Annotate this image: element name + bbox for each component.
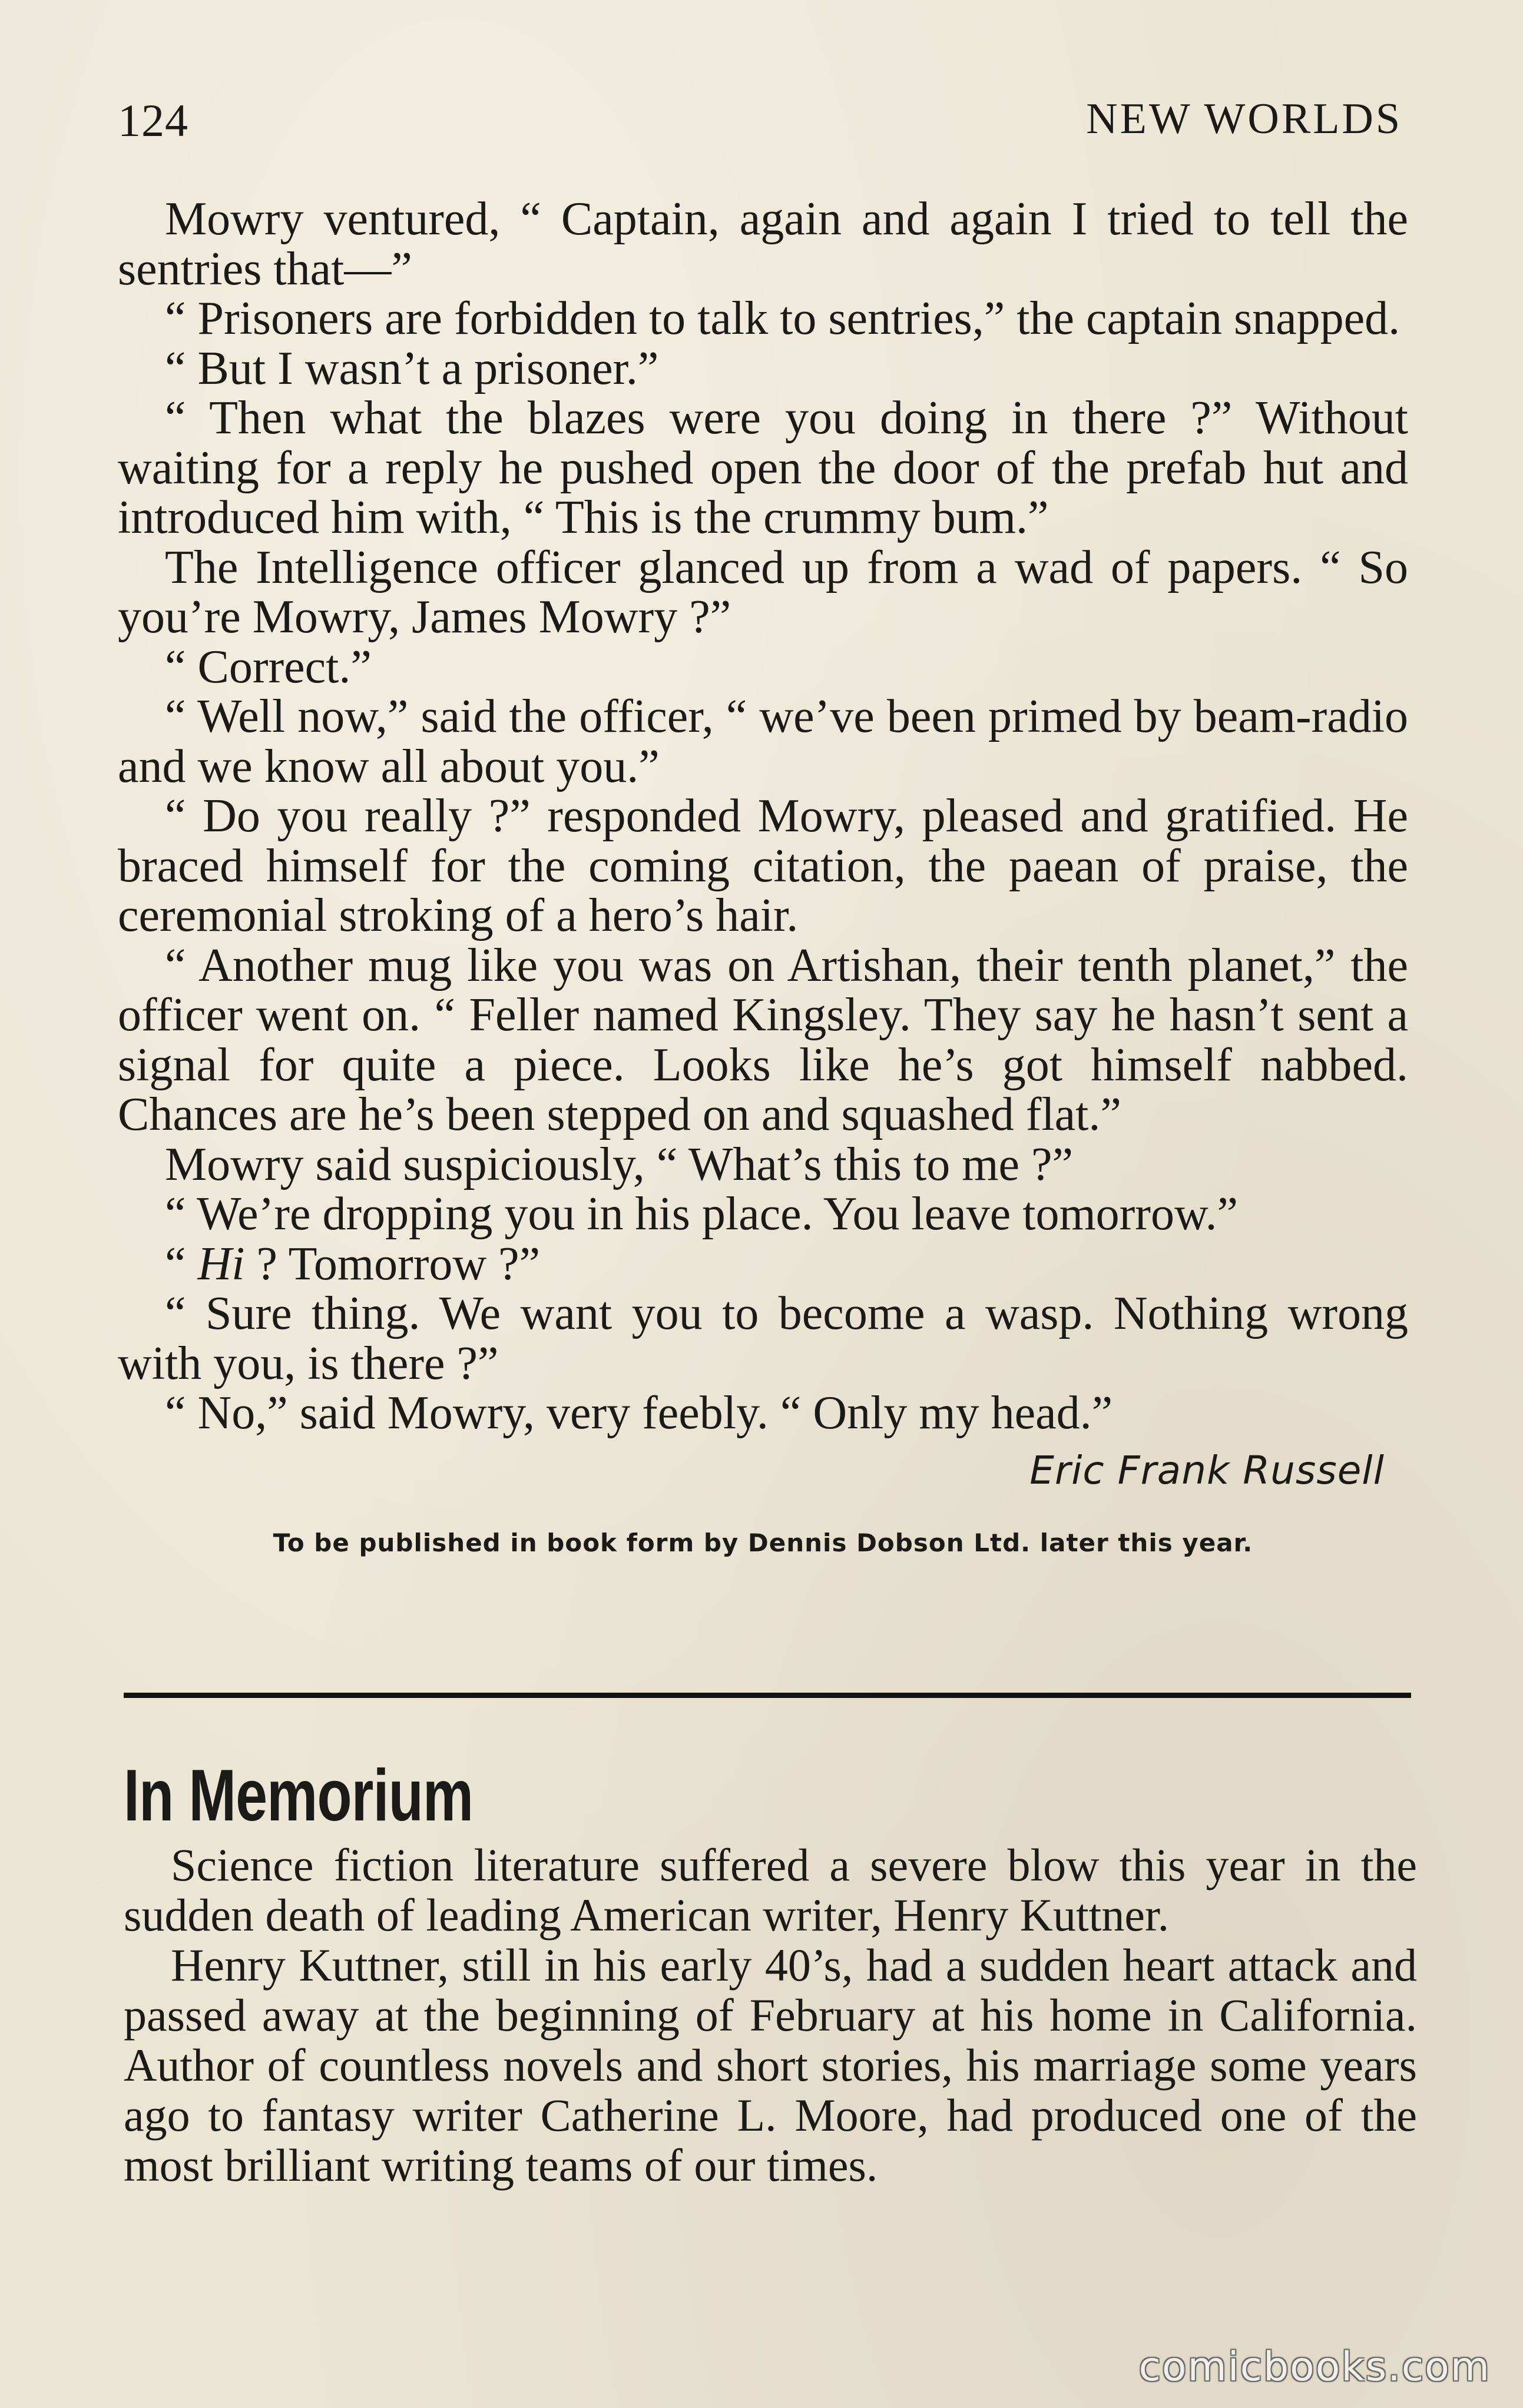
story-paragraph: “ Prisoners are forbidden to talk to sentries,” the captain snapped. [165, 293, 1401, 344]
story-paragraph: “ We’re dropping you in his place. You leave tomorrow.” [165, 1188, 1239, 1240]
story-paragraph: “ Do you really ?” responded Mowry, pleased and gratified. He braced himself for the coming citation, the paean of praise, the ceremonial stroking of a hero’s hair. [118, 790, 1408, 941]
hi-word: Hi [197, 1238, 245, 1290]
author-signature: Eric Frank Russell [1029, 1447, 1385, 1493]
hi-rest: ? Tomorrow ?” [244, 1238, 541, 1290]
publication-note: To be published in book form by Dennis Dobson Ltd. later this year. [273, 1528, 1253, 1557]
memorium-paragraph: Science fiction literature suffered a severe blow this year in the sudden death of leading American writer, Henry Kuttner. [124, 1839, 1417, 1941]
page-number: 124 [118, 95, 188, 146]
page-header [118, 94, 1402, 159]
story-paragraph: “ Then what the blazes were you doing in there ?” Without waiting for a reply he pushed open the door of the prefab hut and introduced him with, “ This is the crummy bum.” [118, 392, 1408, 543]
story-paragraph-hi [118, 1239, 1408, 1289]
story-paragraph: Mowry ventured, “ Captain, again and again I tried to tell the sentries that—” [118, 193, 1408, 295]
in-memorium-section [124, 1757, 1417, 2190]
story-text [118, 194, 1408, 1557]
running-head: NEW WORLDS [1086, 95, 1402, 143]
story-paragraph: “ Sure thing. We want you to become a wasp. Nothing wrong with you, is there ?” [118, 1288, 1408, 1389]
story-paragraph: “ Correct.” [165, 641, 372, 693]
section-title: In Memorium [124, 1755, 474, 1836]
memorium-paragraph: Henry Kuttner, still in his early 40’s, had a sudden heart attack and passed away at the beginning of February at his home in California. Author of countless novels and short stories, his marriage some years ago to fantasy writer Catherine L. Moore, had produced one of the most brilliant writing teams of our times. [124, 1939, 1417, 2191]
hi-open-quote: “ [165, 1238, 198, 1290]
section-divider [124, 1693, 1411, 1698]
watermark: comicbooks.com [1138, 2344, 1491, 2390]
story-paragraph: “ No,” said Mowry, very feebly. “ Only my head.” [165, 1387, 1113, 1439]
story-paragraph: “ Well now,” said the officer, “ we’ve been primed by beam-radio and we know all about you.” [118, 691, 1408, 792]
story-paragraph: “ But I wasn’t a prisoner.” [165, 342, 659, 394]
story-paragraph: The Intelligence officer glanced up from a wad of papers. “ So you’re Mowry, James Mowry ?” [118, 541, 1408, 643]
story-paragraph: “ Another mug like you was on Artishan, their tenth planet,” the officer went on. “ Feller named Kingsley. They say he hasn’t sent a signal for quite a piece. Looks like he’s got himself nabbed. Chances are he’s been stepped on and squashed flat.” [118, 939, 1408, 1140]
story-paragraph: Mowry said suspiciously, “ What’s this to me ?” [165, 1138, 1074, 1190]
